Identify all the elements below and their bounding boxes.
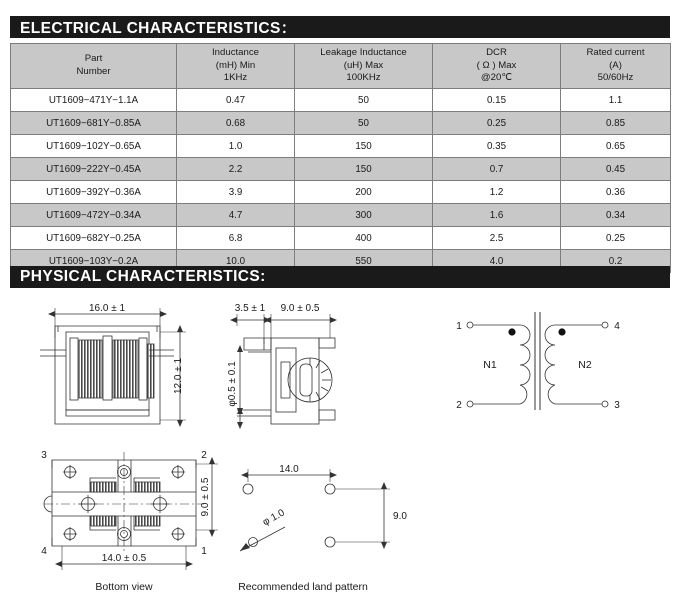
column-header-dcr: DCR ( Ω ) Max @20℃ <box>433 44 561 89</box>
front-view-width-dimension: 16.0 ± 1 <box>88 303 126 314</box>
column-header-part-number: Part Number <box>11 44 177 89</box>
side-view-depth-dimension: 9.0 ± 0.5 <box>280 303 320 314</box>
bottom-view-pin-2-label: 2 <box>201 450 207 461</box>
cell-inductance: 0.68 <box>177 112 295 135</box>
cell-rated-current: 0.36 <box>561 181 671 204</box>
electrical-specifications-table <box>10 43 671 273</box>
land-pattern-caption: Recommended land pattern <box>238 581 368 593</box>
cell-part-number: UT1609−102Y−0.65A <box>11 135 177 158</box>
schematic-primary-winding-label: N1 <box>483 359 497 371</box>
cell-rated-current: 0.65 <box>561 135 671 158</box>
cell-dcr: 4.0 <box>433 250 561 273</box>
cell-leakage-inductance: 50 <box>295 89 433 112</box>
schematic-pin-4-label: 4 <box>614 321 620 332</box>
schematic-pin-2-label: 2 <box>456 400 462 411</box>
side-view-pin-diameter-dimension: φ0.5 ± 0.1 <box>227 361 238 407</box>
schematic-pin-3-label: 3 <box>614 400 620 411</box>
land-pattern-width-dimension: 14.0 <box>279 464 299 475</box>
cell-part-number: UT1609−681Y−0.85A <box>11 112 177 135</box>
bottom-view-caption: Bottom view <box>95 581 153 593</box>
cell-inductance: 0.47 <box>177 89 295 112</box>
bottom-view-pin-1-label: 1 <box>201 546 207 557</box>
cell-leakage-inductance: 150 <box>295 135 433 158</box>
schematic-secondary-winding-label: N2 <box>578 359 592 371</box>
physical-drawings-area <box>0 292 680 605</box>
cell-rated-current: 1.1 <box>561 89 671 112</box>
cell-inductance: 2.2 <box>177 158 295 181</box>
table-row <box>11 158 671 181</box>
table-row <box>11 112 671 135</box>
physical-characteristics-title: PHYSICAL CHARACTERISTICS: <box>20 268 266 285</box>
cell-dcr: 0.7 <box>433 158 561 181</box>
cell-leakage-inductance: 300 <box>295 204 433 227</box>
table-row <box>11 181 671 204</box>
cell-inductance: 3.9 <box>177 181 295 204</box>
front-view-drawing <box>40 308 186 424</box>
cell-dcr: 1.6 <box>433 204 561 227</box>
bottom-view-pin-4-label: 4 <box>41 546 47 557</box>
table-row <box>11 204 671 227</box>
cell-rated-current: 0.45 <box>561 158 671 181</box>
cell-rated-current: 0.2 <box>561 250 671 273</box>
cell-part-number: UT1609−222Y−0.45A <box>11 158 177 181</box>
side-view-lead-span-dimension: 3.5 ± 1 <box>234 303 266 314</box>
bottom-view-width-dimension: 14.0 ± 0.5 <box>101 553 147 564</box>
cell-dcr: 0.25 <box>433 112 561 135</box>
table-row <box>11 227 671 250</box>
cell-part-number: UT1609−472Y−0.34A <box>11 204 177 227</box>
cell-leakage-inductance: 200 <box>295 181 433 204</box>
cell-part-number: UT1609−682Y−0.25A <box>11 227 177 250</box>
land-pattern-hole-diameter-dimension: φ 1.0 <box>261 507 287 529</box>
cell-rated-current: 0.85 <box>561 112 671 135</box>
cell-rated-current: 0.34 <box>561 204 671 227</box>
cell-leakage-inductance: 50 <box>295 112 433 135</box>
cell-part-number: UT1609−471Y−1.1A <box>11 89 177 112</box>
cell-dcr: 1.2 <box>433 181 561 204</box>
electrical-characteristics-banner <box>10 16 670 38</box>
column-header-rated-current: Rated current (A) 50/60Hz <box>561 44 671 89</box>
column-header-leakage-inductance: Leakage Inductance (uH) Max 100KHz <box>295 44 433 89</box>
cell-part-number: UT1609−392Y−0.36A <box>11 181 177 204</box>
table-row <box>11 89 671 112</box>
schematic-pin-1-label: 1 <box>456 321 462 332</box>
bottom-view-pin-3-label: 3 <box>41 450 47 461</box>
cell-rated-current: 0.25 <box>561 227 671 250</box>
side-view-drawing <box>237 314 335 424</box>
cell-dcr: 0.35 <box>433 135 561 158</box>
electrical-characteristics-title: ELECTRICAL CHARACTERISTICS： <box>20 20 297 37</box>
table-header-row <box>11 44 671 89</box>
land-pattern-height-dimension: 9.0 <box>393 511 407 522</box>
bottom-view-height-dimension: 9.0 ± 0.5 <box>200 477 211 517</box>
table-row <box>11 135 671 158</box>
cell-part-number: UT1609−103Y−0.2A <box>11 250 177 273</box>
cell-inductance: 10.0 <box>177 250 295 273</box>
cell-inductance: 4.7 <box>177 204 295 227</box>
physical-characteristics-banner <box>10 266 670 288</box>
cell-leakage-inductance: 400 <box>295 227 433 250</box>
cell-inductance: 6.8 <box>177 227 295 250</box>
cell-leakage-inductance: 550 <box>295 250 433 273</box>
cell-dcr: 2.5 <box>433 227 561 250</box>
cell-dcr: 0.15 <box>433 89 561 112</box>
column-header-inductance: Inductance (mH) Min 1KHz <box>177 44 295 89</box>
cell-inductance: 1.0 <box>177 135 295 158</box>
land-pattern-drawing <box>240 469 390 551</box>
cell-leakage-inductance: 150 <box>295 158 433 181</box>
front-view-height-dimension: 12.0 ± 1 <box>173 357 184 395</box>
